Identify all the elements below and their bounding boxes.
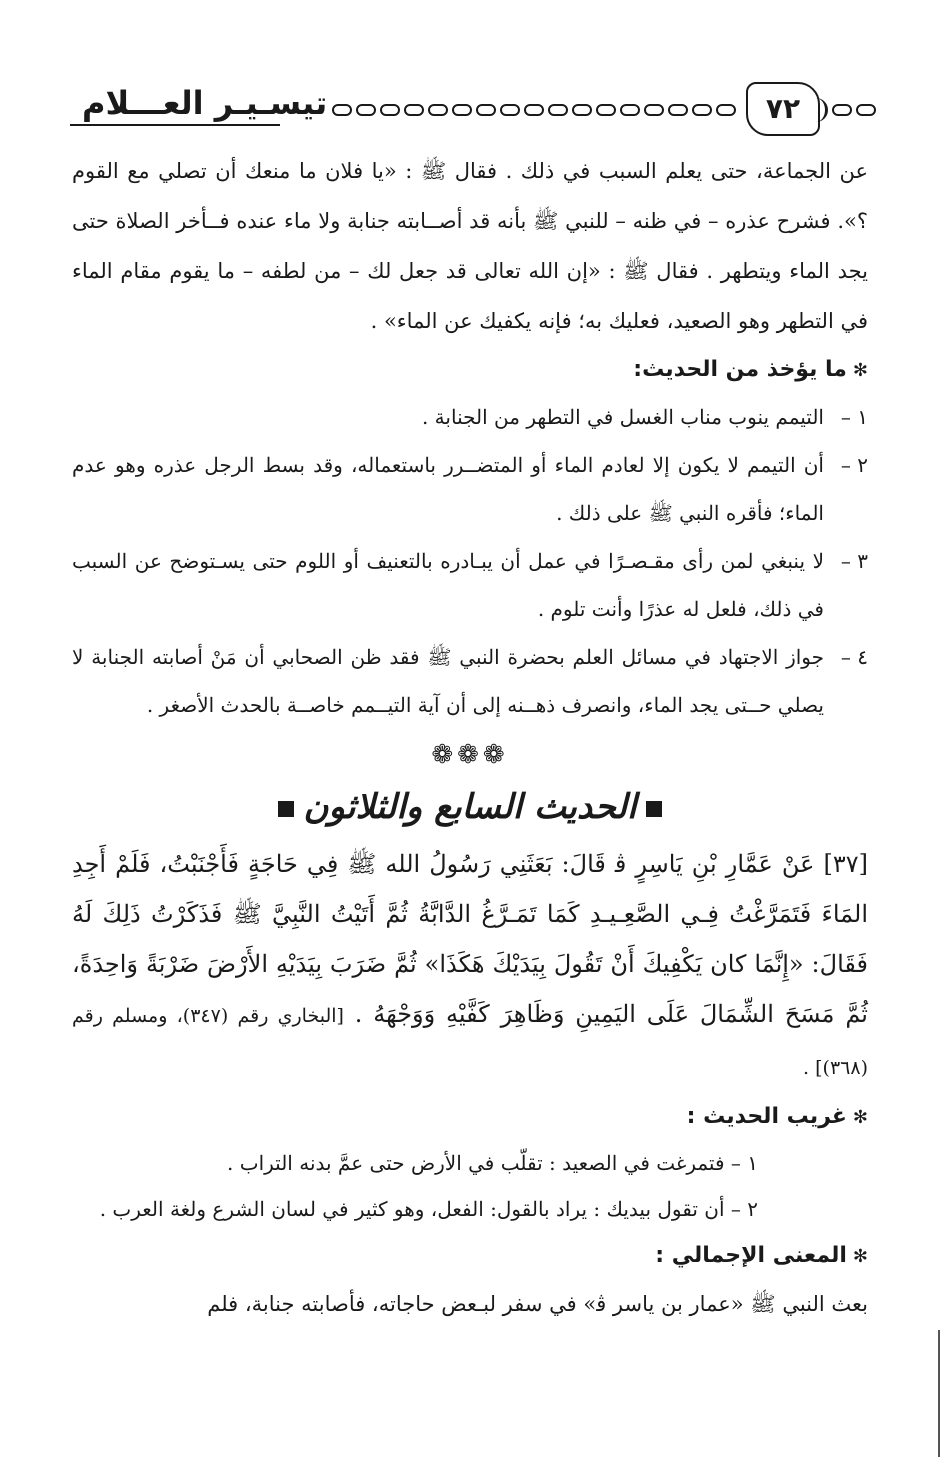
item-number: ٤ – — [840, 645, 868, 669]
item-text: لا ينبغي لمن رأى مقـصـرًا في عمل أن يبـادره بالتعنيف أو اللوم حتى يسـتوضح عن السبب في ذلك، فلعل له عذرًا وأنت تلوم . — [72, 549, 824, 621]
item-text: تقلّب في الأرض حتى عمَّ بدنه التراب . — [227, 1151, 543, 1175]
item-number: ٢ – — [730, 1197, 758, 1221]
item-number: ١ – — [840, 405, 868, 429]
item-text: التيمم ينوب مناب الغسل في التطهر من الجنابة . — [421, 405, 824, 429]
scan-edge-line — [938, 1330, 940, 1457]
star-icon: ✻ — [852, 1107, 868, 1128]
list-item — [72, 441, 868, 537]
title-underline — [70, 124, 280, 126]
item-number: ٣ – — [840, 549, 868, 573]
list-item — [72, 393, 868, 441]
gharib-list — [72, 1140, 868, 1232]
lessons-heading — [72, 348, 868, 393]
item-text: جواز الاجتهاد في مسائل العلم بحضرة النبي ﷺ فقد ظن الصحابي أن مَنْ أصابته الجنابة لا يصلي حــتى يجد الماء، وانصرف ذهــنه إلى أن آية التيــمم خاصــة بالحدث الأصغر . — [72, 645, 824, 717]
flower-divider: ❁❁❁ — [431, 740, 509, 770]
star-icon: ✻ — [852, 1246, 868, 1267]
item-number: ٢ – — [840, 453, 868, 477]
hadith-reference: [البخاري رقم (٣٤٧)، ومسلم رقم (٣٦٨)] . — [72, 1005, 868, 1079]
meaning-heading — [72, 1234, 868, 1279]
gharib-heading — [72, 1095, 868, 1140]
hadith-title — [72, 775, 868, 839]
hadith-title-text: الحديث السابع والثلاثون — [303, 787, 637, 827]
meaning-paragraph: بعث النبي ﷺ «عمار بن ياسر ﭬ» في سفر لبـعض حاجاته، فأصابته جنابة، فلم — [207, 1292, 868, 1316]
item-number: ١ – — [730, 1151, 758, 1175]
item-term: فتمرغت في الصعيد : — [549, 1151, 725, 1175]
square-bullet-icon — [278, 801, 294, 817]
meaning-heading-text: المعنى الإجمالي : — [655, 1243, 847, 1268]
chain-ornament-small — [832, 104, 890, 120]
hadith-body: [٣٧] عَنْ عَمَّارِ بْنِ يَاسِرٍ ﭬ قَالَ: بَعَثَنِي رَسُولُ الله ﷺ فِي حَاجَةٍ فَأَجْنَبْتُ، فَلَمْ أَجِدِ المَاءَ فَتَمَرَّغْتُ فِـي الصَّعِـيـدِ كَمَا تَمَـرَّغُ الدَّابَّةُ ثُمَّ أَتَيْتُ النَّبِيَّ ﷺ فَذَكَرْتُ ذَلِكَ لَهُ فَقَالَ: «إِنَّمَا كان يَكْفِيكَ أَنْ تَقُولَ بِيَدَيْكَ هَكَذَا» ثُمَّ ضَرَبَ بِيَدَيْهِ الأَرْضَ ضَرْبَةً وَاحِدَةً، ثُمَّ مَسَحَ الشِّمَالَ عَلَى اليَمِينِ وَظَاهِرَ كَفَّيْهِ وَوَجْهَهُ . — [72, 850, 868, 1028]
star-icon: ✻ — [852, 360, 868, 381]
list-item — [72, 1140, 868, 1186]
hadith-text — [72, 839, 868, 1093]
item-text: يراد بالقول: الفعل، وهو كثير في لسان الشرع ولغة العرب . — [99, 1197, 588, 1221]
page-header — [70, 70, 890, 140]
list-item — [72, 537, 868, 633]
intro-paragraph: عن الجماعة، حتى يعلم السبب في ذلك . فقال ﷺ : «يا فلان ما منعك أن تصلي مع القوم ؟». فشرح عذره – في ظنه – للنبي ﷺ بأنه قد أصــابته جنابة ولا ماء عنده فــأخر الصلاة حتى يجد الماء ويتطهر . فقال ﷺ : «إن الله تعالى قد جعل لك – من لطفه – ما يقوم مقام الماء في التطهر وهو الصعيد، فعليك به؛ فإنه يكفيك عن الماء» . — [72, 159, 868, 333]
lessons-list — [72, 393, 868, 729]
list-item — [72, 1186, 868, 1232]
list-item — [72, 633, 868, 729]
chain-ornament — [332, 104, 744, 120]
square-bullet-icon — [646, 801, 662, 817]
page-content — [72, 146, 868, 1329]
gharib-heading-text: غريب الحديث : — [686, 1104, 847, 1129]
item-text: أن التيمم لا يكون إلا لعادم الماء أو المتضــرر باستعماله، وقد بسط الرجل عذره وهو عدم الماء؛ فأقره النبي ﷺ على ذلك . — [72, 453, 824, 525]
item-term: أن تقول بيديك : — [593, 1197, 725, 1221]
book-title: تيسـيـر العـــلام — [82, 84, 328, 122]
lessons-heading-text: ما يؤخذ من الحديث: — [633, 357, 847, 382]
page-number: ٧٢ — [746, 82, 820, 136]
